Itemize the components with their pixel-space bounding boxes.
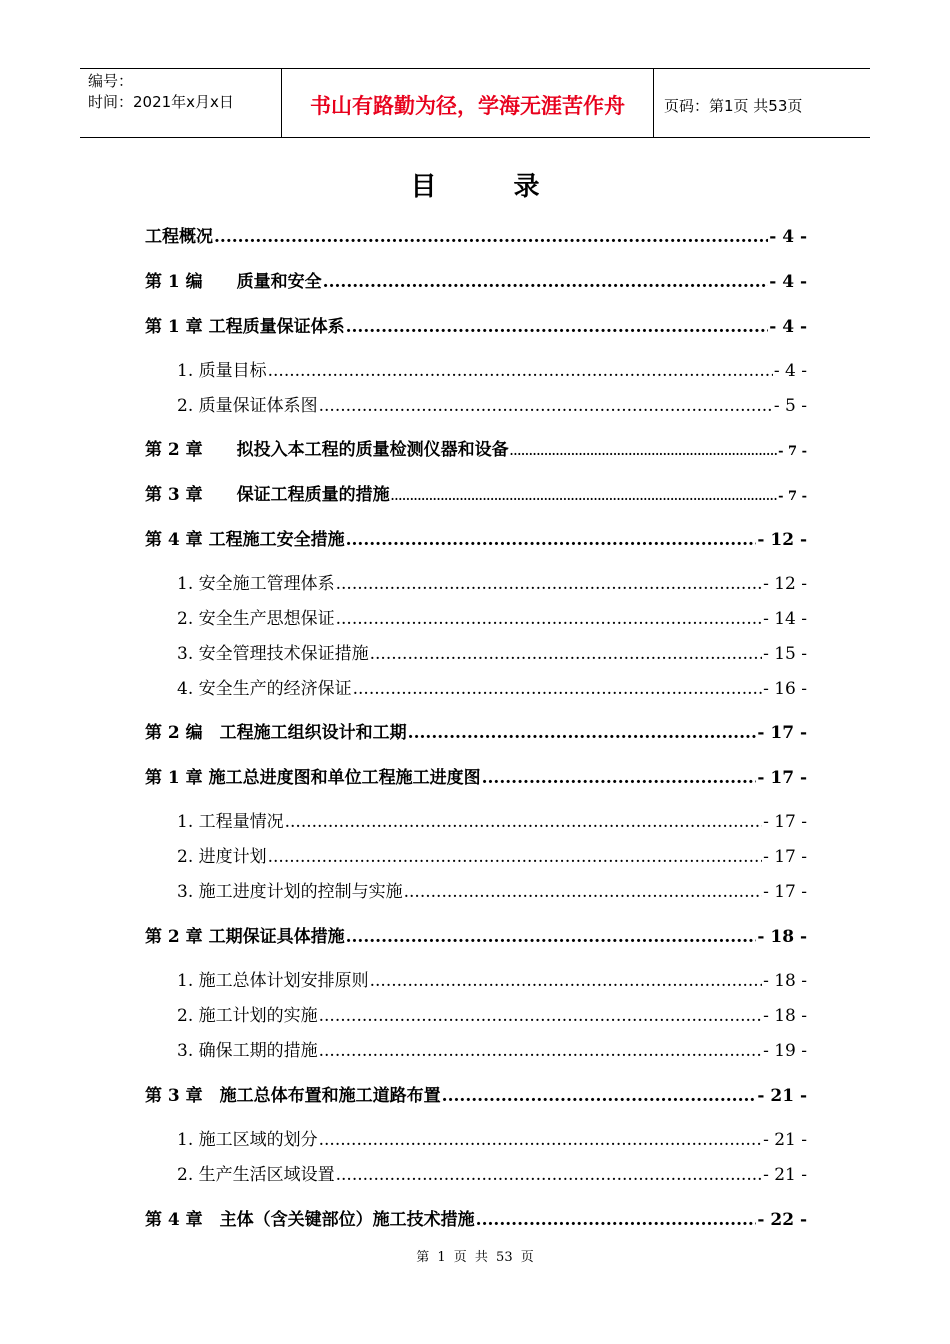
toc-entry[interactable] (145, 391, 807, 416)
toc-entry-label: 3. 施工进度计划的控制与实施 (177, 882, 403, 902)
toc-entry-page: - 21 - (757, 1086, 807, 1106)
toc-dot-leader (268, 361, 773, 381)
toc-entry[interactable] (145, 1125, 807, 1150)
toc-dot-leader (285, 812, 762, 832)
toc-dot-leader (319, 1130, 762, 1150)
toc-entry[interactable] (145, 267, 807, 292)
header-page-info: 页码：第1页 共53页 (664, 96, 803, 115)
toc-entry[interactable] (145, 1205, 807, 1230)
toc-entry-page: - 4 - (769, 227, 807, 247)
toc-dot-leader (268, 847, 762, 867)
toc-dot-leader (319, 396, 773, 416)
header-table (80, 68, 870, 138)
toc-entry-page: - 19 - (763, 1041, 807, 1061)
toc-entry[interactable] (145, 674, 807, 699)
toc-entry-page: - 17 - (763, 882, 807, 902)
header-meta (80, 69, 282, 137)
toc-entry-page: - 14 - (763, 609, 807, 629)
toc-entry-page: - 15 - (763, 644, 807, 664)
toc-dot-leader (370, 644, 762, 664)
toc-entry-label: 2. 安全生产思想保证 (177, 609, 335, 629)
toc-entry[interactable] (145, 312, 807, 337)
toc-dot-leader (336, 609, 762, 629)
toc-entry-page: - 17 - (763, 812, 807, 832)
toc-dot-leader (391, 490, 777, 503)
toc-dot-leader (319, 1041, 762, 1061)
toc-entry-label: 3. 确保工期的措施 (177, 1041, 318, 1061)
toc-dot-leader (323, 272, 769, 292)
toc-entry[interactable] (145, 966, 807, 991)
toc-entry-label: 第 1 编 质量和安全 (145, 272, 322, 292)
toc-entry[interactable] (145, 1036, 807, 1061)
toc-entry-page: - 7 - (778, 489, 807, 504)
toc-entry-page: - 17 - (757, 723, 807, 743)
toc-entry-label: 2. 进度计划 (177, 847, 267, 867)
toc-entry-label: 第 2 章 拟投入本工程的质量检测仪器和设备 (145, 440, 509, 460)
toc-entry-label: 第 1 章 工程质量保证体系 (145, 317, 345, 337)
toc-entry-label: 2. 施工计划的实施 (177, 1006, 318, 1026)
toc-entry-label: 2. 质量保证体系图 (177, 396, 318, 416)
header-motto: 书山有路勤为径，学海无涯苦作舟 (282, 69, 654, 137)
toc-entry-label: 1. 工程量情况 (177, 812, 284, 832)
toc-entry-label: 1. 施工总体计划安排原则 (177, 971, 369, 991)
toc-entry-label: 第 2 章 工期保证具体措施 (145, 927, 345, 947)
toc-dot-leader (442, 1086, 757, 1106)
toc-entry[interactable] (145, 877, 807, 902)
toc-dot-leader (346, 927, 757, 947)
toc-entry[interactable] (145, 569, 807, 594)
toc-entry-page: - 18 - (763, 971, 807, 991)
toc-entry[interactable] (145, 480, 807, 505)
page-footer: 第 1 页 共 53 页 (416, 1250, 534, 1265)
toc-dot-leader (408, 723, 757, 743)
toc-entry[interactable] (145, 435, 807, 460)
toc-entry-label: 第 3 章 保证工程质量的措施 (145, 485, 390, 505)
toc-entry-label: 第 3 章 施工总体布置和施工道路布置 (145, 1086, 441, 1106)
toc-dot-leader (510, 445, 777, 458)
toc-entry-page: - 17 - (763, 847, 807, 867)
toc-entry-label: 第 4 章 主体（含关键部位）施工技术措施 (145, 1210, 475, 1230)
toc-entry-label: 3. 安全管理技术保证措施 (177, 644, 369, 664)
toc-dot-leader (370, 971, 762, 991)
toc-entry-page: - 4 - (773, 361, 807, 381)
toc-entry-page: - 4 - (769, 317, 807, 337)
toc-entry-page: - 21 - (763, 1165, 807, 1185)
toc-dot-leader (353, 679, 762, 699)
toc-entry[interactable] (145, 222, 807, 247)
toc-entry[interactable] (145, 718, 807, 743)
toc-entry-label: 1. 安全施工管理体系 (177, 574, 335, 594)
toc-entry[interactable] (145, 525, 807, 550)
toc-entry-label: 第 1 章 施工总进度图和单位工程施工进度图 (145, 768, 481, 788)
toc-entry-page: - 17 - (757, 768, 807, 788)
toc-entry[interactable] (145, 807, 807, 832)
toc-entry-page: - 5 - (773, 396, 807, 416)
toc-entry[interactable] (145, 604, 807, 629)
toc-entry[interactable] (145, 922, 807, 947)
toc-dot-leader (214, 227, 768, 247)
toc-entry-page: - 18 - (757, 927, 807, 947)
toc-entry-label: 第 4 章 工程施工安全措施 (145, 530, 345, 550)
toc-entry-page: - 12 - (757, 530, 807, 550)
toc-entry-page: - 12 - (763, 574, 807, 594)
toc-entry-page: - 16 - (763, 679, 807, 699)
toc-dot-leader (404, 882, 762, 902)
toc-entry-page: - 22 - (757, 1210, 807, 1230)
toc-entry-label: 第 2 编 工程施工组织设计和工期 (145, 723, 407, 743)
toc-dot-leader (336, 1165, 762, 1185)
toc-dot-leader (319, 1006, 762, 1026)
toc-entry[interactable] (145, 1001, 807, 1026)
page-title: 目 录 (410, 172, 574, 202)
toc-dot-leader (336, 574, 762, 594)
toc-entry-label: 2. 生产生活区域设置 (177, 1165, 335, 1185)
toc-entry[interactable] (145, 639, 807, 664)
toc-entry-label: 1. 质量目标 (177, 361, 267, 381)
toc-entry[interactable] (145, 842, 807, 867)
toc-dot-leader (482, 768, 757, 788)
toc-dot-leader (346, 530, 757, 550)
toc-dot-leader (346, 317, 769, 337)
toc-entry[interactable] (145, 356, 807, 381)
document-date: 时间：2021年x月x日 (88, 93, 234, 111)
document-number-label: 编号： (88, 72, 134, 90)
toc-dot-leader (476, 1210, 757, 1230)
toc-entry-page: - 4 - (769, 272, 807, 292)
toc-entry[interactable] (145, 1081, 807, 1106)
toc-entry-label: 工程概况 (145, 227, 213, 247)
toc-entry-page: - 21 - (763, 1130, 807, 1150)
toc-entry[interactable] (145, 1160, 807, 1185)
toc-entry-page: - 18 - (763, 1006, 807, 1026)
toc-entry-label: 4. 安全生产的经济保证 (177, 679, 352, 699)
toc-entry-page: - 7 - (778, 444, 807, 459)
toc-entry[interactable] (145, 763, 807, 788)
toc-entry-label: 1. 施工区域的划分 (177, 1130, 318, 1150)
